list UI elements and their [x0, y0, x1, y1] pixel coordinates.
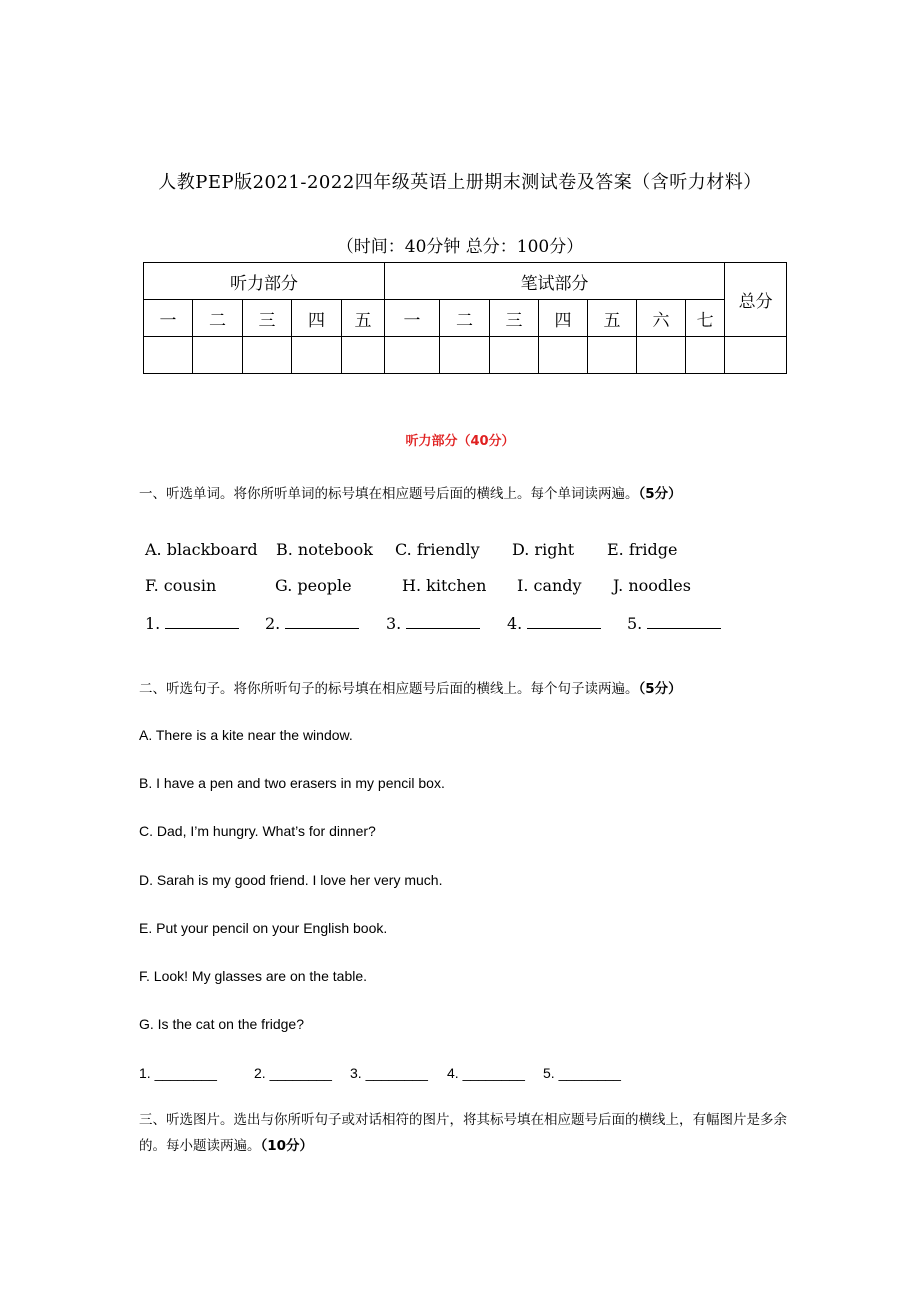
listening-col-header: 一 [144, 300, 193, 337]
document-subtitle: （时间：40分钟 总分：100分） [336, 237, 584, 257]
q1-answer-item [627, 612, 721, 633]
q1-points: （5分） [638, 486, 682, 502]
q3-instruction [139, 1107, 789, 1159]
q2-answer-blank[interactable]: 4. ________ [447, 1065, 525, 1081]
total-header-cell: 总分 [725, 263, 787, 337]
score-cell[interactable] [193, 337, 243, 374]
score-cell[interactable] [385, 337, 440, 374]
total-score-cell[interactable] [725, 337, 787, 374]
answer-number: 5. [627, 614, 643, 633]
score-table [143, 262, 787, 374]
answer-blank[interactable] [285, 612, 359, 629]
sentence-option: E. Put your pencil on your English book. [139, 920, 388, 936]
score-cell[interactable] [144, 337, 193, 374]
sentence-option: B. I have a pen and two erasers in my pencil box. [139, 775, 445, 791]
q2-answer-blank[interactable]: 3. ________ [350, 1065, 428, 1081]
answer-number: 4. [507, 614, 523, 633]
sentence-option: A. There is a kite near the window. [139, 727, 353, 743]
answer-number: 2. [265, 614, 281, 633]
score-cell[interactable] [440, 337, 490, 374]
score-cell[interactable] [686, 337, 725, 374]
listening-col-header: 二 [193, 300, 243, 337]
writing-col-header: 六 [637, 300, 686, 337]
q1-instruction-text: 一、听选单词。将你所听单词的标号填在相应题号后面的横线上。每个单词读两遍。 [139, 486, 639, 502]
q1-answer-item [265, 612, 359, 633]
q1-answer-item [386, 612, 480, 633]
q1-answer-item [507, 612, 601, 633]
listening-header-cell: 听力部分 [144, 263, 385, 300]
q2-answer-blank[interactable]: 2. ________ [254, 1065, 332, 1081]
writing-col-header: 七 [686, 300, 725, 337]
word-option: F. cousin [145, 576, 217, 595]
score-cell[interactable] [637, 337, 686, 374]
q1-answer-item [145, 612, 239, 633]
q1-instruction [139, 481, 789, 507]
answer-number: 1. [145, 614, 161, 633]
writing-col-header: 一 [385, 300, 440, 337]
word-option: D. right [512, 540, 575, 559]
score-cell[interactable] [292, 337, 342, 374]
writing-col-header: 三 [490, 300, 539, 337]
score-cell[interactable] [342, 337, 385, 374]
word-option: A. blackboard [145, 540, 258, 559]
word-option: G. people [275, 576, 352, 595]
writing-header-cell: 笔试部分 [385, 263, 725, 300]
q2-instruction-text: 二、听选句子。将你所听句子的标号填在相应题号后面的横线上。每个句子读两遍。 [139, 681, 639, 697]
q3-points: （10分） [260, 1138, 314, 1154]
q2-answer-blank[interactable]: 1. ________ [139, 1065, 217, 1081]
writing-col-header: 四 [539, 300, 588, 337]
listening-col-header: 三 [243, 300, 292, 337]
word-option: C. friendly [395, 540, 480, 559]
q1-options-row-2 [145, 576, 785, 600]
listening-col-header: 四 [292, 300, 342, 337]
sentence-option: G. Is the cat on the fridge? [139, 1016, 304, 1032]
q2-points: （5分） [638, 681, 682, 697]
writing-col-header: 二 [440, 300, 490, 337]
sentence-option: C. Dad, I’m hungry. What’s for dinner? [139, 823, 376, 839]
listening-col-header: 五 [342, 300, 385, 337]
document-title: 人教PEP版2021-2022四年级英语上册期末测试卷及答案（含听力材料） [158, 172, 762, 193]
score-cell[interactable] [243, 337, 292, 374]
q2-answer-blank[interactable]: 5. ________ [543, 1065, 621, 1081]
q1-answer-row [145, 612, 785, 636]
answer-number: 3. [386, 614, 402, 633]
q2-instruction [139, 676, 789, 702]
answer-blank[interactable] [647, 612, 721, 629]
word-option: H. kitchen [402, 576, 487, 595]
word-option: I. candy [517, 576, 582, 595]
score-cell[interactable] [490, 337, 539, 374]
q3-instruction-text: 三、听选图片。选出与你所听句子或对话相符的图片，将其标号填在相应题号后面的横线上，有幅图片是多余的。每小题读两遍。 [139, 1112, 787, 1154]
word-option: B. notebook [276, 540, 373, 559]
answer-blank[interactable] [165, 612, 239, 629]
score-cell[interactable] [539, 337, 588, 374]
sentence-option: D. Sarah is my good friend. I love her very much. [139, 872, 443, 888]
score-cell[interactable] [588, 337, 637, 374]
q1-options-row-1 [145, 540, 785, 564]
writing-col-header: 五 [588, 300, 637, 337]
answer-blank[interactable] [406, 612, 480, 629]
sentence-option: F. Look! My glasses are on the table. [139, 968, 368, 984]
word-option: E. fridge [607, 540, 678, 559]
word-option: J. noodles [613, 576, 691, 595]
listening-section-heading: 听力部分（40分） [405, 434, 515, 449]
q2-answer-row [139, 1065, 699, 1085]
answer-blank[interactable] [527, 612, 601, 629]
